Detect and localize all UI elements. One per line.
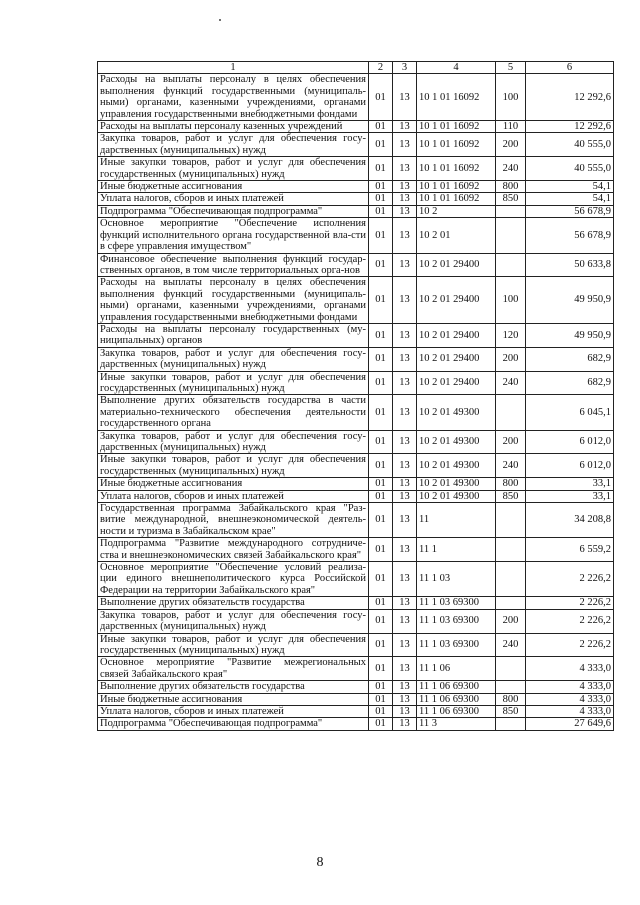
row-name-cell: Подпрограмма "Обеспечивающая подпрограмма" [98,205,369,217]
table-row [98,693,614,705]
row-amount-cell: 4 333,0 [526,705,614,717]
row-target-article-cell: 10 1 01 16092 [417,74,496,121]
row-section-cell: 01 [369,454,393,478]
budget-table [97,61,614,731]
header-row [98,62,614,74]
table-row [98,538,614,562]
row-amount-cell: 54,1 [526,193,614,205]
row-amount-cell: 40 555,0 [526,157,614,181]
row-expense-type-cell: 200 [496,609,526,633]
table-row [98,121,614,133]
table-row [98,633,614,657]
row-section-cell: 01 [369,157,393,181]
row-target-article-cell: 11 [417,503,496,538]
row-expense-type-cell [496,205,526,217]
table-row [98,681,614,693]
table-row [98,181,614,193]
row-amount-cell: 27 649,6 [526,718,614,730]
row-subsection-cell: 13 [393,609,417,633]
row-section-cell: 01 [369,681,393,693]
row-expense-type-cell [496,718,526,730]
row-subsection-cell: 13 [393,253,417,277]
row-name-cell: Подпрограмма "Обеспечивающая подпрограмма" [98,718,369,730]
table-row [98,323,614,347]
row-subsection-cell: 13 [393,157,417,181]
row-expense-type-cell: 800 [496,693,526,705]
table-row [98,193,614,205]
header-col-1: 1 [98,62,369,74]
row-expense-type-cell: 200 [496,347,526,371]
row-name-cell: Иные закупки товаров, работ и услуг для обеспечения государственных (муниципальных) нужд [98,157,369,181]
row-name-cell: Закупка товаров, работ и услуг для обеспечения госу-дарственных (муниципальных) нужд [98,430,369,454]
row-section-cell: 01 [369,490,393,502]
row-target-article-cell: 10 1 01 16092 [417,133,496,157]
row-target-article-cell: 10 1 01 16092 [417,181,496,193]
row-subsection-cell: 13 [393,395,417,430]
row-section-cell: 01 [369,205,393,217]
table-row [98,395,614,430]
table-row [98,705,614,717]
row-target-article-cell: 11 1 03 69300 [417,633,496,657]
row-name-cell: Уплата налогов, сборов и иных платежей [98,490,369,502]
row-name-cell: Иные закупки товаров, работ и услуг для обеспечения государственных (муниципальных) нужд [98,371,369,395]
row-name-cell: Расходы на выплаты персоналу в целях обеспечения выполнения функций государственными (муниципаль-ными) органами, казенными учреждениями, органами управления государственными внебюджетными фондами [98,74,369,121]
row-expense-type-cell: 120 [496,323,526,347]
header-col-2: 2 [369,62,393,74]
row-name-cell: Финансовое обеспечение выполнения функций государ-ственных органов, в том числе территориальных орга-нов [98,253,369,277]
row-expense-type-cell: 850 [496,490,526,502]
row-expense-type-cell [496,538,526,562]
row-target-article-cell: 10 2 01 29400 [417,277,496,324]
row-section-cell: 01 [369,657,393,681]
row-amount-cell: 4 333,0 [526,657,614,681]
row-expense-type-cell [496,503,526,538]
row-name-cell: Основное мероприятие "Обеспечение исполнения функций исполнительного органа государственной вла-сти в сфере управления имуществом" [98,218,369,253]
row-amount-cell: 50 633,8 [526,253,614,277]
row-target-article-cell: 10 1 01 16092 [417,157,496,181]
table-row [98,430,614,454]
row-section-cell: 01 [369,718,393,730]
row-expense-type-cell: 110 [496,121,526,133]
row-expense-type-cell: 240 [496,157,526,181]
row-section-cell: 01 [369,609,393,633]
table-header [98,62,614,74]
row-name-cell: Выполнение других обязательств государства [98,681,369,693]
row-expense-type-cell [496,562,526,597]
row-name-cell: Выполнение других обязательств государства в части материально-технического обеспечения деятельности государственного органа [98,395,369,430]
table-row [98,253,614,277]
row-subsection-cell: 13 [393,371,417,395]
row-target-article-cell: 10 2 01 29400 [417,253,496,277]
row-section-cell: 01 [369,597,393,609]
header-col-6: 6 [526,62,614,74]
row-target-article-cell: 11 3 [417,718,496,730]
row-target-article-cell: 10 2 01 49300 [417,430,496,454]
row-name-cell: Расходы на выплаты персоналу государственных (му-ниципальных) органов [98,323,369,347]
row-subsection-cell: 13 [393,218,417,253]
row-amount-cell: 6 045,1 [526,395,614,430]
row-amount-cell: 49 950,9 [526,277,614,324]
row-target-article-cell: 10 2 01 49300 [417,478,496,490]
row-section-cell: 01 [369,395,393,430]
row-amount-cell: 4 333,0 [526,693,614,705]
row-subsection-cell: 13 [393,133,417,157]
row-section-cell: 01 [369,74,393,121]
table-row [98,454,614,478]
row-section-cell: 01 [369,193,393,205]
row-amount-cell: 56 678,9 [526,218,614,253]
row-expense-type-cell: 200 [496,430,526,454]
row-section-cell: 01 [369,181,393,193]
row-target-article-cell: 10 2 01 29400 [417,347,496,371]
row-subsection-cell: 13 [393,205,417,217]
table-row [98,718,614,730]
row-subsection-cell: 13 [393,193,417,205]
row-subsection-cell: 13 [393,705,417,717]
row-amount-cell: 34 208,8 [526,503,614,538]
table-row [98,347,614,371]
row-amount-cell: 4 333,0 [526,681,614,693]
table-row [98,205,614,217]
row-target-article-cell: 10 2 01 [417,218,496,253]
row-subsection-cell: 13 [393,718,417,730]
row-target-article-cell: 11 1 06 69300 [417,693,496,705]
row-expense-type-cell: 240 [496,454,526,478]
row-expense-type-cell [496,597,526,609]
row-subsection-cell: 13 [393,277,417,324]
row-target-article-cell: 10 2 01 49300 [417,454,496,478]
row-target-article-cell: 11 1 06 [417,657,496,681]
row-expense-type-cell: 800 [496,181,526,193]
row-name-cell: Выполнение других обязательств государства [98,597,369,609]
row-section-cell: 01 [369,253,393,277]
table-row [98,277,614,324]
table-row [98,657,614,681]
row-subsection-cell: 13 [393,562,417,597]
row-name-cell: Иные бюджетные ассигнования [98,181,369,193]
row-amount-cell: 6 012,0 [526,454,614,478]
scan-speck [219,19,221,21]
row-target-article-cell: 11 1 03 69300 [417,609,496,633]
row-amount-cell: 49 950,9 [526,323,614,347]
row-target-article-cell: 11 1 03 69300 [417,597,496,609]
row-subsection-cell: 13 [393,633,417,657]
row-name-cell: Государственная программа Забайкальского края "Раз-витие международной, внешнеэкономической деятель-ности и туризма в Забайкальском крае" [98,503,369,538]
row-target-article-cell: 10 2 01 29400 [417,323,496,347]
row-expense-type-cell [496,218,526,253]
row-target-article-cell: 10 2 [417,205,496,217]
row-section-cell: 01 [369,347,393,371]
row-amount-cell: 56 678,9 [526,205,614,217]
table-row [98,597,614,609]
row-subsection-cell: 13 [393,181,417,193]
table-body [98,74,614,730]
row-name-cell: Иные бюджетные ассигнования [98,693,369,705]
table-row [98,133,614,157]
row-section-cell: 01 [369,323,393,347]
row-subsection-cell: 13 [393,430,417,454]
row-section-cell: 01 [369,218,393,253]
row-subsection-cell: 13 [393,657,417,681]
row-expense-type-cell: 850 [496,705,526,717]
row-name-cell: Уплата налогов, сборов и иных платежей [98,193,369,205]
row-target-article-cell: 10 1 01 16092 [417,121,496,133]
row-section-cell: 01 [369,277,393,324]
row-name-cell: Закупка товаров, работ и услуг для обеспечения госу-дарственных (муниципальных) нужд [98,133,369,157]
row-amount-cell: 2 226,2 [526,609,614,633]
row-amount-cell: 2 226,2 [526,633,614,657]
row-section-cell: 01 [369,562,393,597]
row-subsection-cell: 13 [393,490,417,502]
row-name-cell: Основное мероприятие "Обеспечение условий реализа-ции единого внешнеполитического курса Российской Федерации на территории Забайкальского края" [98,562,369,597]
row-subsection-cell: 13 [393,121,417,133]
row-subsection-cell: 13 [393,681,417,693]
row-section-cell: 01 [369,371,393,395]
row-name-cell: Подпрограмма "Развитие международного сотрудниче-ства и внешнеэкономических связей Забайкальского края" [98,538,369,562]
row-subsection-cell: 13 [393,347,417,371]
row-subsection-cell: 13 [393,597,417,609]
row-target-article-cell: 11 1 [417,538,496,562]
row-target-article-cell: 10 2 01 49300 [417,490,496,502]
row-name-cell: Основное мероприятие "Развитие межрегиональных связей Забайкальского края" [98,657,369,681]
table-row [98,609,614,633]
row-name-cell: Иные закупки товаров, работ и услуг для обеспечения государственных (муниципальных) нужд [98,454,369,478]
row-section-cell: 01 [369,478,393,490]
row-section-cell: 01 [369,121,393,133]
row-name-cell: Иные закупки товаров, работ и услуг для обеспечения государственных (муниципальных) нужд [98,633,369,657]
row-amount-cell: 6 012,0 [526,430,614,454]
row-expense-type-cell [496,253,526,277]
row-amount-cell: 12 292,6 [526,121,614,133]
table-row [98,490,614,502]
row-expense-type-cell: 240 [496,371,526,395]
row-expense-type-cell: 100 [496,277,526,324]
row-amount-cell: 40 555,0 [526,133,614,157]
row-subsection-cell: 13 [393,454,417,478]
table-row [98,157,614,181]
header-col-5: 5 [496,62,526,74]
row-section-cell: 01 [369,705,393,717]
row-expense-type-cell [496,395,526,430]
row-amount-cell: 682,9 [526,347,614,371]
row-expense-type-cell [496,681,526,693]
row-amount-cell: 6 559,2 [526,538,614,562]
row-name-cell: Расходы на выплаты персоналу в целях обеспечения выполнения функций государственными (муниципаль-ными) органами, казенными учреждениями, органами управления государственными внебюджетными фондами [98,277,369,324]
row-amount-cell: 54,1 [526,181,614,193]
row-section-cell: 01 [369,133,393,157]
row-section-cell: 01 [369,538,393,562]
row-name-cell: Уплата налогов, сборов и иных платежей [98,705,369,717]
row-expense-type-cell: 850 [496,193,526,205]
row-expense-type-cell: 200 [496,133,526,157]
row-name-cell: Закупка товаров, работ и услуг для обеспечения госу-дарственных (муниципальных) нужд [98,609,369,633]
table-row [98,74,614,121]
table-row [98,478,614,490]
row-section-cell: 01 [369,430,393,454]
row-subsection-cell: 13 [393,538,417,562]
row-amount-cell: 2 226,2 [526,597,614,609]
row-subsection-cell: 13 [393,503,417,538]
row-target-article-cell: 11 1 06 69300 [417,681,496,693]
row-amount-cell: 33,1 [526,490,614,502]
row-amount-cell: 2 226,2 [526,562,614,597]
row-section-cell: 01 [369,503,393,538]
row-amount-cell: 33,1 [526,478,614,490]
row-target-article-cell: 10 2 01 49300 [417,395,496,430]
row-expense-type-cell: 800 [496,478,526,490]
row-section-cell: 01 [369,693,393,705]
row-expense-type-cell [496,657,526,681]
row-subsection-cell: 13 [393,323,417,347]
row-section-cell: 01 [369,633,393,657]
header-col-4: 4 [417,62,496,74]
table-row [98,503,614,538]
row-name-cell: Иные бюджетные ассигнования [98,478,369,490]
row-target-article-cell: 10 1 01 16092 [417,193,496,205]
header-col-3: 3 [393,62,417,74]
row-amount-cell: 682,9 [526,371,614,395]
row-target-article-cell: 11 1 06 69300 [417,705,496,717]
table-row [98,371,614,395]
page-number: 8 [316,855,324,870]
row-subsection-cell: 13 [393,478,417,490]
row-name-cell: Закупка товаров, работ и услуг для обеспечения госу-дарственных (муниципальных) нужд [98,347,369,371]
row-name-cell: Расходы на выплаты персоналу казенных учреждений [98,121,369,133]
row-expense-type-cell: 240 [496,633,526,657]
table-row [98,218,614,253]
row-expense-type-cell: 100 [496,74,526,121]
table-row [98,562,614,597]
row-subsection-cell: 13 [393,74,417,121]
row-amount-cell: 12 292,6 [526,74,614,121]
row-target-article-cell: 11 1 03 [417,562,496,597]
row-subsection-cell: 13 [393,693,417,705]
row-target-article-cell: 10 2 01 29400 [417,371,496,395]
